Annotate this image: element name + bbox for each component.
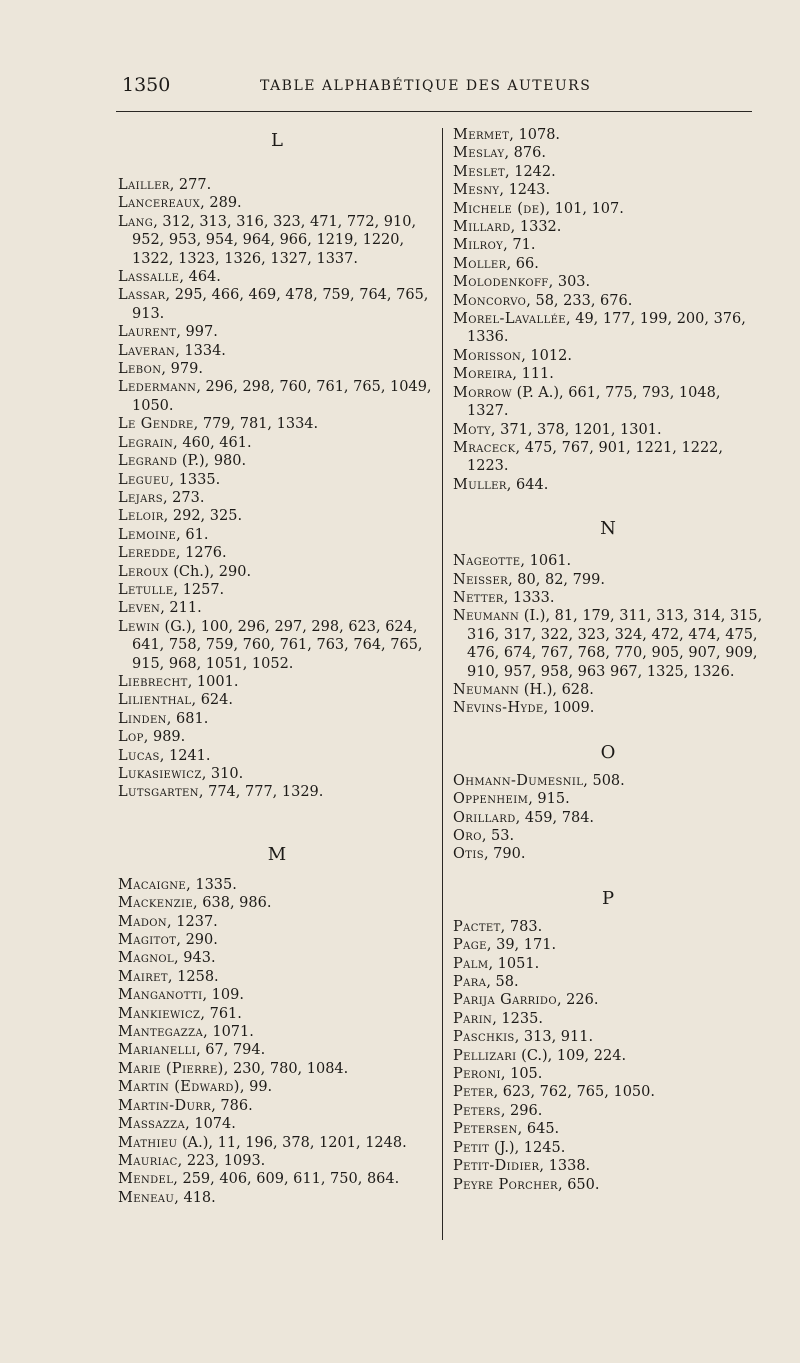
page-references: , 101, 107. [545, 200, 624, 217]
index-entry [453, 1010, 763, 1028]
page-references: , 638, 986. [193, 895, 272, 912]
page-number: 1350 [122, 74, 171, 96]
index-entry [453, 699, 763, 717]
author-name: Mairet [118, 968, 168, 985]
author-name: Petit-Didier [453, 1158, 540, 1175]
author-name: Lewin [118, 618, 160, 635]
author-name: Morrow [453, 384, 512, 401]
index-entry [453, 126, 763, 144]
index-entry [453, 681, 763, 699]
page-references: , 650. [557, 1176, 600, 1193]
page-references: , 790. [483, 846, 526, 863]
author-name: Mesny [453, 182, 500, 199]
author-name: Muller [453, 476, 507, 493]
page-references: , 508. [583, 772, 625, 789]
index-entry [453, 552, 763, 570]
page-references: (I.), 81, 179, 311, 313, 314, 315, 316, 317, 322, 323, 324, 472, 474, 475, 476, 674, 767, 768, 770, 905, 907, 909, 910, 957, 958, 963 967, 1325, 1326. [467, 608, 763, 680]
index-entry [453, 973, 763, 991]
author-name: Mackenzie [118, 895, 194, 912]
author-name: Peter [453, 1084, 494, 1101]
author-name: Meneau [118, 1189, 175, 1206]
author-name: Lukasiewicz [118, 766, 202, 782]
index-entry [118, 986, 436, 1004]
index-entry [118, 526, 436, 544]
page-references: , 49, 177, 199, 200, 376, 1336. [467, 311, 746, 346]
index-entry [118, 1097, 436, 1115]
index-entry [118, 415, 436, 433]
author-name: Ledermann [118, 379, 197, 396]
author-name: Parija Garrido [453, 992, 557, 1009]
author-name: Mauriac [118, 1152, 178, 1169]
page-references: , 779, 781, 1334. [193, 416, 319, 433]
page-references: , 53. [481, 828, 515, 844]
author-name: Magnol [118, 950, 175, 967]
index-entry [118, 378, 436, 415]
author-name: Mathieu [118, 1134, 178, 1151]
author-name: Milroy [453, 237, 504, 254]
author-name: Orillard [453, 809, 516, 826]
page-references: , 644. [506, 476, 549, 493]
author-name: Moty [453, 421, 491, 438]
page-references: , 58. [486, 974, 519, 991]
section-letter-l: L [271, 130, 283, 151]
page-references: , 979. [161, 361, 203, 378]
author-name: Morel-Lavallée [453, 311, 567, 328]
index-entry [453, 827, 763, 845]
section-o-entries [453, 772, 763, 864]
author-name: Manganotti [118, 987, 203, 1004]
index-entry [118, 544, 436, 562]
page-references: , 259, 406, 609, 611, 750, 864. [173, 1171, 400, 1188]
page-references: , 292, 325. [163, 508, 243, 525]
page-references: , 1242. [505, 163, 556, 180]
page-references: , 310. [201, 766, 244, 782]
author-name: Leroux [118, 563, 169, 580]
page-references: , 111. [512, 366, 554, 383]
page-references: , 1235. [492, 1010, 543, 1027]
index-entry [118, 618, 436, 673]
author-name: Leloir [118, 508, 164, 525]
page-references: , 211. [160, 600, 202, 617]
author-name: Otis [453, 846, 484, 863]
page-references: , 296, 298, 760, 761, 765, 1049, 1050. [132, 379, 432, 414]
index-entry [118, 599, 436, 617]
page-references: , 1009. [543, 700, 595, 717]
author-name: Laveran [118, 342, 176, 359]
index-entry [453, 218, 763, 236]
index-entry [118, 968, 436, 986]
index-entry [453, 347, 763, 365]
author-name: Nevins-Hyde [453, 700, 544, 717]
author-name: Mantegazza [118, 1024, 204, 1041]
author-name: Palm [453, 955, 489, 972]
page-references: , 1276. [175, 545, 227, 562]
page-references: , 1243. [499, 182, 551, 199]
index-entry [118, 563, 436, 581]
index-entry [453, 1157, 763, 1175]
index-entry [118, 783, 436, 801]
page-references: , 418. [174, 1189, 216, 1206]
page-references: (Ch.), 290. [168, 563, 252, 580]
index-entry [453, 1047, 763, 1065]
right-column [453, 126, 763, 1194]
page-references: , 1334. [175, 342, 226, 359]
index-entry [118, 452, 436, 470]
index-entry [453, 200, 763, 218]
page-references: , 61. [176, 526, 209, 543]
page-references: , 105. [500, 1066, 543, 1083]
section-letter-o: O [600, 741, 616, 763]
index-entry [453, 1083, 763, 1101]
page-references: , 1071. [203, 1024, 254, 1041]
page-references: , 303. [548, 274, 591, 291]
page-references: (G.), 100, 296, 297, 298, 623, 624, 641, 758, 759, 760, 761, 763, 764, 765, 915, 968, 1051, 1052. [132, 618, 423, 672]
index-entry [118, 323, 436, 341]
index-entry [453, 384, 763, 421]
index-entry [118, 894, 436, 912]
index-entry [118, 176, 436, 194]
page-references: , 623, 762, 765, 1050. [493, 1084, 655, 1101]
author-name: Mankiewicz [118, 1005, 201, 1022]
page-references: , 371, 378, 1201, 1301. [490, 421, 662, 438]
page-references: , 289. [200, 195, 242, 212]
page-references: (P.), 980. [177, 453, 247, 470]
index-entry [118, 471, 436, 489]
index-entry [453, 1120, 763, 1138]
index-entry [118, 1041, 436, 1059]
author-name: Martin-Durr [118, 1097, 212, 1114]
page-references: , 109. [202, 987, 244, 1004]
index-entry [118, 1189, 436, 1207]
index-entry [118, 360, 436, 378]
page-references: , 915. [528, 791, 570, 808]
author-name: Leven [118, 600, 161, 617]
author-name: Nageotte [453, 553, 521, 570]
index-entry [453, 936, 763, 954]
page-references: , 997. [176, 324, 218, 341]
author-name: Moller [453, 255, 507, 272]
index-entry [453, 273, 763, 291]
index-entry [453, 421, 763, 439]
author-name: Lancereaux [118, 195, 201, 212]
page-references: , 876. [504, 145, 546, 162]
author-name: Neisser [453, 571, 509, 588]
section-n-entries [453, 552, 763, 718]
page-references: , 1001. [187, 673, 239, 690]
page-references: , 989. [143, 729, 186, 746]
page-references: , 1332. [510, 219, 562, 236]
index-entry [453, 1139, 763, 1157]
author-name: Legueu [118, 471, 170, 488]
section-p-entries [453, 918, 763, 1194]
index-entry [118, 489, 436, 507]
section-l-entries [118, 176, 436, 802]
index-entry [118, 728, 436, 746]
author-name: Linden [118, 710, 167, 727]
index-entry [118, 581, 436, 599]
index-entry [118, 434, 436, 452]
page-references: , 459, 784. [515, 809, 595, 826]
index-entry [118, 765, 436, 783]
index-entry [453, 1176, 763, 1194]
index-entry [453, 163, 763, 181]
page-references: , 783. [500, 918, 543, 935]
author-name: Pactet [453, 918, 501, 935]
page-references: (C.), 109, 224. [516, 1047, 627, 1064]
author-name: Lang [118, 213, 154, 230]
author-name: Madon [118, 913, 168, 930]
index-entry [118, 507, 436, 525]
page-references: , 1051. [488, 955, 540, 972]
index-entry [453, 255, 763, 273]
author-name: Mraceck [453, 439, 516, 456]
page-references: , 230, 780, 1084. [223, 1060, 349, 1077]
column-divider [442, 128, 443, 1240]
page-references: , 1061. [520, 553, 572, 570]
index-entry [118, 1170, 436, 1188]
author-name: Le Gendre [118, 416, 194, 433]
section-letter-n: N [600, 518, 616, 540]
page-references: , 312, 313, 316, 323, 471, 772, 910, 952, 953, 954, 964, 966, 1219, 1220, 1322, 1323, 1326, 1327, 1337. [132, 213, 417, 267]
author-name: Meslay [453, 145, 505, 162]
index-entry [453, 476, 763, 494]
index-entry [118, 342, 436, 360]
page-references: , 99. [239, 1079, 273, 1096]
index-entry [118, 876, 436, 894]
page-references: , 71. [503, 237, 536, 254]
index-entry [118, 1078, 436, 1096]
page-references: , 943. [174, 950, 216, 967]
author-name: Millard [453, 219, 511, 236]
page-references: , 58, 233, 676. [526, 292, 633, 309]
index-entry [118, 1152, 436, 1170]
page-references: , 295, 466, 469, 478, 759, 764, 765, 913. [132, 287, 429, 322]
index-entry [453, 845, 763, 863]
author-name: Mermet [453, 127, 510, 143]
author-name: Meslet [453, 163, 506, 180]
author-name: Petit [453, 1139, 490, 1156]
page-references: , 460, 461. [173, 434, 252, 451]
page-references: , 66. [506, 255, 539, 272]
author-name: Molodenkoff [453, 274, 549, 291]
index-entry [453, 991, 763, 1009]
index-entry [118, 268, 436, 286]
author-name: Peroni [453, 1066, 501, 1083]
index-entry [118, 710, 436, 728]
author-name: Parin [453, 1010, 493, 1027]
page-references: , 645. [517, 1121, 560, 1138]
section-m-entries [118, 876, 436, 1207]
index-entry [118, 194, 436, 212]
author-name: Lutsgarten [118, 784, 199, 801]
index-entry [453, 918, 763, 936]
page-references: , 464. [179, 269, 221, 286]
page-references: , 624. [191, 692, 233, 709]
author-name: Para [453, 974, 487, 991]
index-entry [453, 772, 763, 790]
index-entry [118, 286, 436, 323]
index-entry [453, 310, 763, 347]
index-entry [118, 747, 436, 765]
index-entry [453, 790, 763, 808]
page-references: , 761. [200, 1005, 242, 1022]
index-entry [453, 607, 763, 681]
author-name: Lassar [118, 287, 166, 304]
page-references: , 1257. [173, 581, 225, 598]
left-column [118, 126, 436, 1207]
index-entry [453, 1102, 763, 1120]
author-name: Peters [453, 1102, 501, 1119]
page-references: , 226. [556, 992, 599, 1009]
page-references: , 774, 777, 1329. [198, 784, 324, 801]
section-letter-m: M [267, 843, 287, 865]
index-entry [118, 1134, 436, 1152]
author-name: Macaigne [118, 876, 187, 893]
author-name: Netter [453, 589, 504, 606]
page-references: (J.), 1245. [489, 1139, 566, 1156]
author-name: Paschkis [453, 1029, 515, 1046]
index-entry [118, 1060, 436, 1078]
index-entry [453, 571, 763, 589]
author-name: Michele (de) [453, 200, 546, 217]
page-header [122, 74, 752, 104]
author-name: Leredde [118, 545, 176, 562]
author-name: Oro [453, 828, 482, 844]
index-entry [118, 1023, 436, 1041]
author-name: Lemoine [118, 526, 177, 543]
index-entry [453, 1065, 763, 1083]
page-references: , 296. [500, 1102, 543, 1119]
page-references: , 475, 767, 901, 1221, 1222, 1223. [467, 439, 724, 475]
index-entry [118, 1115, 436, 1133]
author-name: Lailler [118, 177, 170, 193]
index-entry [453, 181, 763, 199]
page-references: , 80, 82, 799. [508, 571, 605, 588]
author-name: Mendel [118, 1171, 174, 1188]
author-name: Neumann [453, 681, 520, 698]
index-entry [118, 913, 436, 931]
page-references: , 1012. [521, 347, 572, 364]
page-references: (H.), 628. [519, 681, 594, 698]
page-references: , 681. [166, 710, 209, 727]
index-entry [118, 1005, 436, 1023]
section-letter-p: P [601, 887, 615, 909]
index-entry [118, 691, 436, 709]
section-m-continued-entries [453, 126, 763, 494]
index-entry [453, 809, 763, 827]
index-entry [118, 931, 436, 949]
index-entry [453, 1028, 763, 1046]
author-name: Massazza [118, 1116, 186, 1133]
author-name: Lebon [118, 361, 162, 378]
author-name: Page [453, 937, 487, 954]
page-references: , 1241. [159, 747, 211, 764]
author-name: Morisson [453, 347, 522, 364]
author-name: Lassalle [118, 269, 180, 286]
running-title: TABLE ALPHABÉTIQUE DES AUTEURS [260, 78, 592, 94]
author-name: Ohmann-Dumesnil [453, 772, 584, 789]
index-entry [453, 236, 763, 254]
page-references: , 313, 911. [514, 1029, 594, 1046]
page-references: , 1074. [185, 1116, 236, 1133]
author-name: Neumann [453, 608, 520, 625]
index-entry [453, 365, 763, 383]
author-name: Liebrecht [118, 673, 188, 690]
author-name: Lop [118, 729, 144, 746]
index-entry [453, 292, 763, 310]
page-references: , 1335. [186, 876, 237, 893]
header-rule [116, 111, 752, 112]
index-entry [118, 213, 436, 268]
author-name: Pellizari [453, 1047, 517, 1064]
author-name: Petersen [453, 1121, 518, 1138]
author-name: Lilienthal [118, 692, 192, 709]
page-references: , 786. [211, 1097, 253, 1114]
author-name: Peyre Porcher [453, 1176, 558, 1193]
author-name: Magitot [118, 932, 177, 949]
author-name: Oppenheim [453, 791, 529, 808]
index-entry [453, 955, 763, 973]
page-references: , 1338. [539, 1158, 591, 1175]
page-references: , 1333. [503, 589, 555, 606]
page-references: (P. A.), 661, 775, 793, 1048, 1327. [467, 384, 721, 420]
index-entry [453, 439, 763, 476]
author-name: Marianelli [118, 1042, 197, 1059]
page-references: , 290. [176, 932, 218, 949]
page-references: , 1237. [167, 913, 218, 930]
index-entry [453, 144, 763, 162]
author-name: Legrain [118, 434, 174, 451]
page-references: , 277. [169, 177, 212, 193]
author-name: Lejars [118, 489, 163, 506]
page-references: , 273. [162, 489, 205, 506]
page-references: , 223, 1093. [177, 1152, 266, 1169]
page-references: , 39, 171. [486, 937, 557, 954]
index-entry [118, 673, 436, 691]
page-references: , 1078. [509, 127, 561, 143]
index-entry [118, 949, 436, 967]
page-references: , 1258. [167, 968, 219, 985]
page-references: , 67, 794. [196, 1042, 266, 1059]
page-references: (A.), 11, 196, 378, 1201, 1248. [177, 1134, 407, 1151]
index-entry [453, 589, 763, 607]
author-name: Laurent [118, 324, 177, 341]
author-name: Lucas [118, 747, 160, 764]
author-name: Legrand [118, 453, 178, 470]
author-name: Moncorvo [453, 292, 527, 309]
author-name: Martin (Edward) [118, 1079, 240, 1096]
author-name: Marie (Pierre) [118, 1060, 224, 1077]
author-name: Letulle [118, 581, 174, 598]
page-references: , 1335. [169, 471, 221, 488]
author-name: Moreira [453, 366, 513, 383]
